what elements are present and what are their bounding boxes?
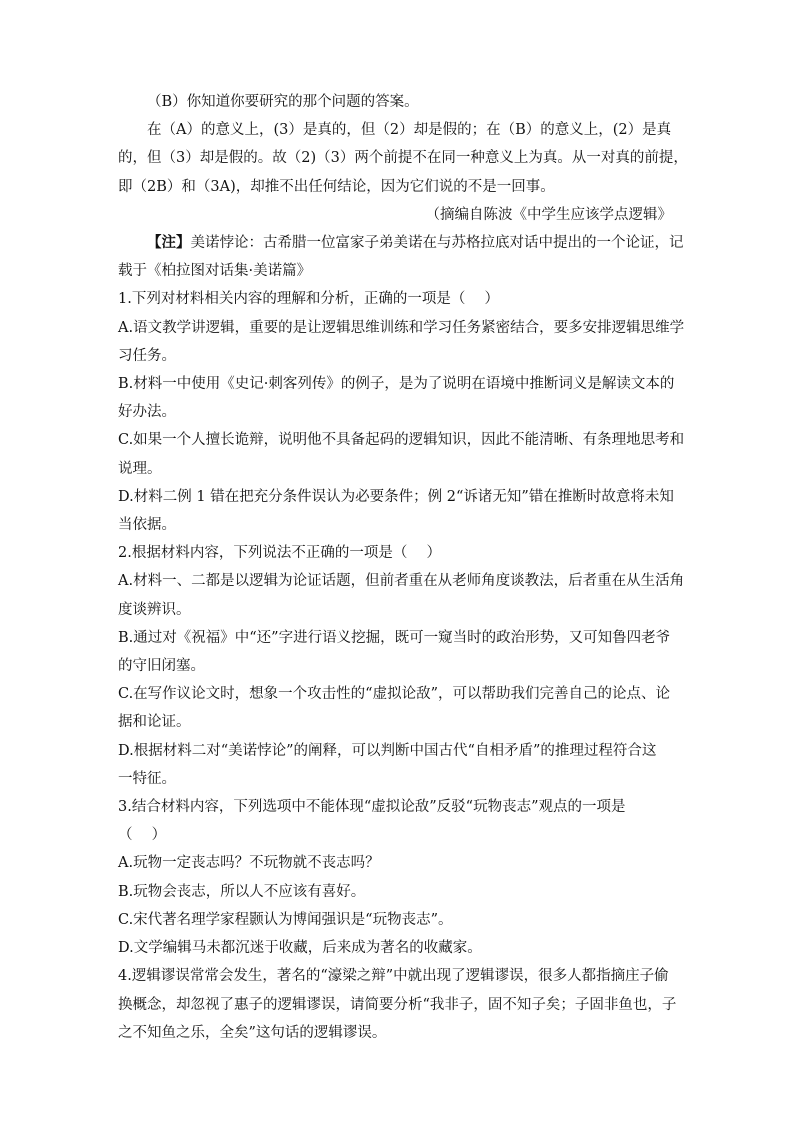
note-line — [118, 229, 684, 257]
question-stem: 4.逻辑谬误常常会发生，著名的“濠梁之辩”中就出现了逻辑谬误，很多人都指摘庄子偷 — [118, 968, 669, 985]
option-line: D.材料二例 1 错在把充分条件误认为必要条件；例 2“诉诸无知”错在推断时故意将未知 — [118, 488, 674, 505]
option-line: C.如果一个人擅长诡辩，说明他不具备起码的逻辑知识，因此不能清晰、有条理地思考和 — [118, 432, 685, 449]
option-line: B.材料一中使用《史记·刺客列传》的例子，是为了说明在语境中推断词义是解读文本的 — [118, 376, 675, 393]
option-line: 习任务。 — [118, 347, 176, 364]
option-line: D.文学编辑马未都沉迷于收藏，后来成为著名的收藏家。 — [118, 940, 482, 957]
question-stem: 3.结合材料内容，下列选项中不能体现“虚拟论敌”反驳“玩物丧志”观点的一项是 — [118, 799, 626, 816]
note-line: 载于《柏拉图对话集·美诺篇》 — [118, 263, 312, 280]
question-stem: （ ） — [118, 827, 167, 844]
option-line: 据和论证。 — [118, 714, 191, 731]
document-page — [118, 88, 688, 1047]
option-line: D.根据材料二对“美诺悖论”的阐释，可以判断中国古代“自相矛盾”的推理过程符合这 — [118, 742, 657, 759]
option-line: A.玩物一定丧志吗？不玩物就不丧志吗？ — [118, 855, 380, 872]
option-line: C.在写作议论文时，想象一个攻击性的“虚拟论敌”，可以帮助我们完善自己的论点、论 — [118, 686, 671, 703]
option-line: 当依据。 — [118, 517, 176, 534]
passage-line-b: （B）你知道你要研究的那个问题的答案。 — [147, 94, 419, 110]
question-stem: 之不知鱼之乐，全矣”这句话的逻辑谬误。 — [118, 1024, 387, 1041]
option-line: B.通过对《祝福》中“还”字进行语义挖掘，既可一窥当时的政治形势，又可知鲁四老爷 — [118, 629, 671, 646]
paragraph-line: 即（2B）和（3A)，却推不出任何结论，因为它们说的不是一回事。 — [118, 178, 555, 195]
paragraph-line: 的，但（3）却是假的。故（2)（3）两个前提不在同一种意义上为真。从一对真的前提， — [118, 150, 688, 167]
option-line: 一特征。 — [118, 770, 176, 787]
option-line: A.材料一、二都是以逻辑为论证话题，但前者重在从老师角度谈教法，后者重在从生活角 — [118, 573, 685, 590]
option-line: 度谈辨识。 — [118, 601, 191, 618]
paragraph-line: 在（A）的意义上，(3）是真的，但（2）却是假的；在（B）的意义上，(2）是真 — [147, 122, 672, 139]
question-stem: 2.根据材料内容，下列说法不正确的一项是（ ） — [118, 545, 441, 562]
note-text: 美诺悖论：古希腊一位富家子弟美诺在与苏格拉底对话中提出的一个论证，记 — [190, 235, 684, 252]
note-label: 【注】 — [147, 234, 191, 252]
option-line: A.语文教学讲逻辑，重要的是让逻辑思维训练和学习任务紧密结合，要多安排逻辑思维学 — [118, 319, 685, 336]
option-line: 的守旧闭塞。 — [118, 658, 205, 675]
option-line: B.玩物会丧志，所以人不应该有喜好。 — [118, 883, 366, 900]
question-stem: 1.下列对材料相关内容的理解和分析，正确的一项是（ ） — [118, 291, 499, 308]
source-citation: （摘编自陈波《中学生应该学点逻辑》 — [425, 206, 672, 223]
option-line: C.宋代著名理学家程颢认为博闻强识是“玩物丧志”。 — [118, 911, 453, 928]
option-line: 说理。 — [118, 460, 162, 477]
option-line: 好办法。 — [118, 404, 176, 421]
question-stem: 换概念，却忽视了惠子的逻辑谬误，请简要分析“我非子，固不知子矣；子固非鱼也，子 — [118, 996, 677, 1013]
